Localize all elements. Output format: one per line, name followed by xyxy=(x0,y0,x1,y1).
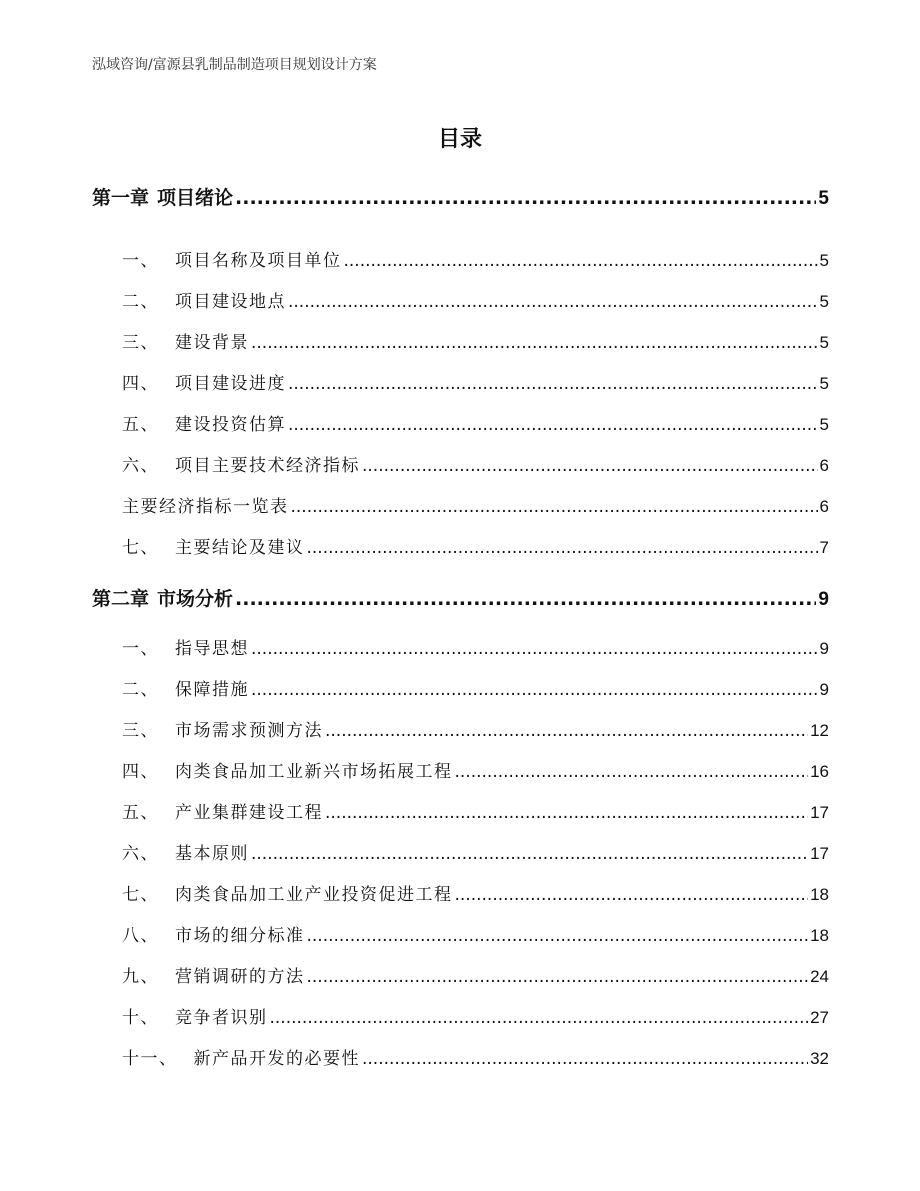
toc-entry-title: 项目名称及项目单位 xyxy=(175,251,342,271)
toc-entry-title: 主要经济指标一览表 xyxy=(122,497,289,517)
toc-leader-dots xyxy=(455,762,809,782)
page-title: 目录 xyxy=(437,127,482,152)
toc-page-number: 5 xyxy=(819,333,829,352)
toc-entry-title: 肉类食品加工业新兴市场拓展工程 xyxy=(175,762,453,782)
toc-entry-title: 项目主要技术经济指标 xyxy=(175,456,360,476)
toc-leader-dots xyxy=(291,497,818,517)
toc-leader-dots xyxy=(362,1049,808,1069)
toc-entry-title: 竞争者识别 xyxy=(175,1008,268,1028)
toc-leader-dots xyxy=(455,885,809,905)
toc-entry-table[interactable] xyxy=(92,492,829,518)
toc-entry-section[interactable] xyxy=(92,921,829,947)
toc-entry-section[interactable] xyxy=(92,328,829,354)
toc-entry-number: 第二章 xyxy=(92,588,150,610)
toc-page-number: 5 xyxy=(819,292,829,311)
toc-entry-number: 三、 xyxy=(122,333,159,353)
toc-entry-title: 市场分析 xyxy=(157,588,234,610)
toc-leader-dots xyxy=(251,844,808,864)
toc-leader-dots xyxy=(344,251,818,271)
toc-entry-title: 建设投资估算 xyxy=(175,415,286,435)
toc-entry-section[interactable] xyxy=(92,839,829,865)
toc-entry-title: 项目建设地点 xyxy=(175,292,286,312)
toc-entry-number: 七、 xyxy=(122,885,159,905)
toc-entry-title: 项目绪论 xyxy=(157,187,234,209)
toc-page-number: 5 xyxy=(819,374,829,393)
toc-entry-number: 一、 xyxy=(122,251,159,271)
toc-leader-dots xyxy=(251,639,818,659)
toc-entry-number: 五、 xyxy=(122,803,159,823)
running-header: 泓域咨询/富源县乳制品制造项目规划设计方案 xyxy=(92,57,377,73)
toc-entry-number: 第一章 xyxy=(92,187,150,209)
toc-entry-section[interactable] xyxy=(92,675,829,701)
toc-entry-section[interactable] xyxy=(92,451,829,477)
toc-page-number: 5 xyxy=(819,251,829,270)
toc-leader-dots xyxy=(235,187,816,209)
toc-entry-number: 七、 xyxy=(122,538,159,558)
toc-page-number: 9 xyxy=(819,680,829,699)
toc-entry-chapter[interactable] xyxy=(92,584,829,610)
toc-entry-chapter[interactable] xyxy=(92,183,829,209)
toc-leader-dots xyxy=(307,926,809,946)
toc-page-number: 6 xyxy=(819,497,829,516)
toc-leader-dots xyxy=(307,538,818,558)
toc-entry-section[interactable] xyxy=(92,798,829,824)
toc-leader-dots xyxy=(307,967,809,987)
toc-entry-title: 市场的细分标准 xyxy=(175,926,305,946)
toc-entry-title: 肉类食品加工业产业投资促进工程 xyxy=(175,885,453,905)
toc-entry-number: 十一、 xyxy=(122,1049,178,1069)
toc-entry-section[interactable] xyxy=(92,716,829,742)
toc-page-number: 18 xyxy=(810,885,829,904)
toc-page-number: 27 xyxy=(810,1008,829,1027)
toc-entry-title: 产业集群建设工程 xyxy=(175,803,323,823)
toc-page-number: 17 xyxy=(810,803,829,822)
toc-entry-number: 六、 xyxy=(122,456,159,476)
toc-entry-number: 四、 xyxy=(122,374,159,394)
toc-entry-title: 指导思想 xyxy=(175,639,249,659)
toc-page-number: 9 xyxy=(819,639,829,658)
toc-entry-section[interactable] xyxy=(92,757,829,783)
toc-page-number: 16 xyxy=(810,762,829,781)
toc-entry-title: 主要结论及建议 xyxy=(175,538,305,558)
toc-entry-section[interactable] xyxy=(92,880,829,906)
toc-entry-section[interactable] xyxy=(92,1003,829,1029)
toc-entry-number: 九、 xyxy=(122,967,159,987)
toc-entry-number: 十、 xyxy=(122,1008,159,1028)
toc-leader-dots xyxy=(325,803,808,823)
toc-page-number: 32 xyxy=(810,1049,829,1068)
toc-leader-dots xyxy=(251,680,818,700)
toc-page-number: 17 xyxy=(810,844,829,863)
toc-page-number: 24 xyxy=(810,967,829,986)
toc-leader-dots xyxy=(270,1008,809,1028)
toc-entry-number: 三、 xyxy=(122,721,159,741)
toc-entry-section[interactable] xyxy=(92,369,829,395)
toc-entry-title: 基本原则 xyxy=(175,844,249,864)
toc-entry-title: 建设背景 xyxy=(175,333,249,353)
toc-entry-section[interactable] xyxy=(92,1044,829,1070)
toc-leader-dots xyxy=(235,588,816,610)
toc-leader-dots xyxy=(362,456,818,476)
toc-entry-title: 市场需求预测方法 xyxy=(175,721,323,741)
toc-entry-number: 五、 xyxy=(122,415,159,435)
toc-entry-section[interactable] xyxy=(92,962,829,988)
toc-entry-title: 营销调研的方法 xyxy=(175,967,305,987)
toc-leader-dots xyxy=(288,415,818,435)
toc-page-number: 18 xyxy=(810,926,829,945)
toc-leader-dots xyxy=(251,333,818,353)
toc-entry-title: 项目建设进度 xyxy=(175,374,286,394)
toc-entry-number: 六、 xyxy=(122,844,159,864)
toc-entry-title: 保障措施 xyxy=(175,680,249,700)
toc-entry-number: 二、 xyxy=(122,680,159,700)
toc-entry-title: 新产品开发的必要性 xyxy=(193,1049,360,1069)
toc-entry-section[interactable] xyxy=(92,410,829,436)
toc-entry-number: 八、 xyxy=(122,926,159,946)
toc-page-number: 6 xyxy=(819,456,829,475)
toc-entry-section[interactable] xyxy=(92,634,829,660)
toc-page-number: 7 xyxy=(819,538,829,557)
toc-entry-number: 一、 xyxy=(122,639,159,659)
toc-page-number: 5 xyxy=(819,415,829,434)
toc-leader-dots xyxy=(325,721,808,741)
toc-entry-section[interactable] xyxy=(92,246,829,272)
toc-entry-number: 四、 xyxy=(122,762,159,782)
toc-leader-dots xyxy=(288,374,818,394)
toc-entry-section[interactable] xyxy=(92,287,829,313)
toc-entry-section[interactable] xyxy=(92,533,829,559)
toc-leader-dots xyxy=(288,292,818,312)
toc-page-number: 12 xyxy=(810,721,829,740)
toc-page-number: 9 xyxy=(818,589,829,610)
toc-page-number: 5 xyxy=(818,188,829,209)
toc-entry-number: 二、 xyxy=(122,292,159,312)
